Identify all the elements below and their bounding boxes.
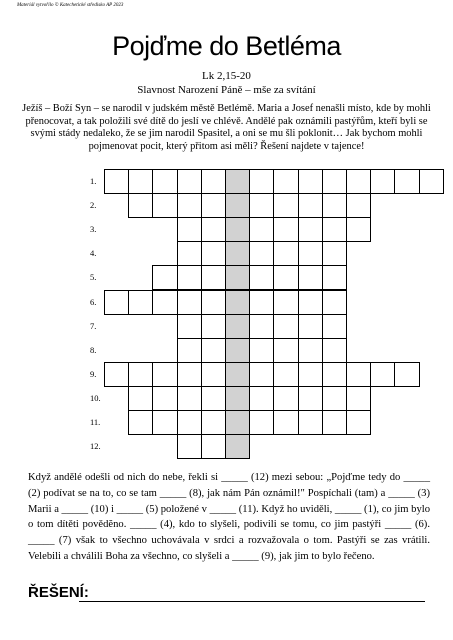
crossword-cell[interactable] [298,386,323,411]
crossword-cell[interactable] [177,386,202,411]
crossword-cell[interactable] [346,386,371,411]
solution-cell[interactable] [225,193,250,218]
row-number: 7. [90,320,97,331]
solution-cell[interactable] [225,241,250,266]
row-number: 9. [90,368,97,379]
solution-cell[interactable] [225,434,250,459]
crossword-cell[interactable] [177,410,202,435]
crossword-cell[interactable] [322,410,347,435]
crossword-cell[interactable] [201,290,226,315]
credit-line: Materiál vytvořilo © Katechetické středisko AP 2023 [17,3,124,8]
crossword-cell[interactable] [152,362,177,387]
solution-cell[interactable] [225,217,250,242]
row-number: 10. [90,392,101,403]
crossword-cell[interactable] [370,169,395,194]
crossword-cell[interactable] [273,362,298,387]
crossword-cell[interactable] [249,338,274,363]
occasion-subtitle: Slavnost Narození Páně – mše za svítání [137,84,316,96]
crossword-cell[interactable] [394,169,419,194]
crossword-cell[interactable] [152,193,177,218]
solution-line[interactable] [79,601,425,602]
solution-cell[interactable] [225,362,250,387]
crossword-cell[interactable] [322,265,347,290]
crossword-cell[interactable] [201,217,226,242]
crossword-cell[interactable] [249,169,274,194]
crossword-cell[interactable] [322,314,347,339]
crossword-cell[interactable] [322,241,347,266]
crossword-cell[interactable] [249,265,274,290]
crossword-cell[interactable] [273,290,298,315]
row-number: 1. [90,176,97,186]
crossword-cell[interactable] [201,386,226,411]
crossword-cell[interactable] [346,169,371,194]
crossword-cell[interactable] [249,386,274,411]
crossword-cell[interactable] [249,314,274,339]
crossword-cell[interactable] [249,217,274,242]
row-number: 3. [90,224,97,235]
crossword-cell[interactable] [104,362,129,387]
crossword-cell[interactable] [201,434,226,459]
crossword-cell[interactable] [346,217,371,242]
crossword-cell[interactable] [273,169,298,194]
crossword-cell[interactable] [322,362,347,387]
crossword-cell[interactable] [249,193,274,218]
crossword-cell[interactable] [177,362,202,387]
crossword-cell[interactable] [104,169,129,194]
crossword-cell[interactable] [128,193,153,218]
crossword-cell[interactable] [177,290,202,315]
crossword-cell[interactable] [298,169,323,194]
crossword-cell[interactable] [152,410,177,435]
crossword-cell[interactable] [273,265,298,290]
row-number: 5. [90,272,97,283]
row-number: 8. [90,344,97,355]
crossword-cell[interactable] [128,386,153,411]
crossword-cell[interactable] [201,265,226,290]
crossword-cell[interactable] [177,314,202,339]
solution-cell[interactable] [225,386,250,411]
crossword-cell[interactable] [322,169,347,194]
crossword-cell[interactable] [394,362,419,387]
crossword-cell[interactable] [298,193,323,218]
crossword-cell[interactable] [298,314,323,339]
intro-paragraph: Ježíš – Boží Syn – se narodil v judském městě Betlémě. Maria a Josef nenašli místo, kde by mohli přenocovat, a tak položili své dítě do jeslí ve chlévě. Andělé pak oznámili pastýřům, kteří byli se svými stády nedaleko, že se jim narodil Spasitel, a oni se mu šli poklonit… Jak bychom mohli pojmenovat pocit, který přitom asi měli? Řešení najdete v tajence! [22,103,431,152]
crossword-cell[interactable] [273,193,298,218]
solution-cell[interactable] [225,290,250,315]
row-number: 6. [90,296,97,307]
crossword-cell[interactable] [177,241,202,266]
crossword-cell[interactable] [201,314,226,339]
crossword-cell[interactable] [249,241,274,266]
crossword-cell[interactable] [128,169,153,194]
crossword-cell[interactable] [201,169,226,194]
crossword-cell[interactable] [128,410,153,435]
crossword-cell[interactable] [298,290,323,315]
crossword-cell[interactable] [298,241,323,266]
crossword-cell[interactable] [322,217,347,242]
crossword-cell[interactable] [419,169,444,194]
crossword-cell[interactable] [346,410,371,435]
solution-cell[interactable] [225,169,250,194]
crossword-cell[interactable] [177,193,202,218]
crossword-cell[interactable] [104,290,129,315]
crossword-cell[interactable] [152,169,177,194]
solution-cell[interactable] [225,410,250,435]
page-title: Pojďme do Betléma [112,31,341,61]
crossword-cell[interactable] [298,410,323,435]
solution-label: ŘEŠENÍ: [28,584,89,601]
crossword-cell[interactable] [177,169,202,194]
crossword-cell[interactable] [152,386,177,411]
crossword-cell[interactable] [346,362,371,387]
crossword-cell[interactable] [273,338,298,363]
crossword-cell[interactable] [152,265,177,290]
crossword-cell[interactable] [249,290,274,315]
crossword-cell[interactable] [201,241,226,266]
row-number: 12. [90,441,101,452]
crossword-cell[interactable] [273,410,298,435]
crossword-cell[interactable] [152,290,177,315]
crossword-cell[interactable] [322,386,347,411]
crossword-cell[interactable] [201,193,226,218]
crossword-cell[interactable] [273,241,298,266]
crossword-cell[interactable] [273,386,298,411]
crossword-cell[interactable] [370,362,395,387]
crossword-cell[interactable] [249,410,274,435]
solution-cell[interactable] [225,314,250,339]
crossword-cell[interactable] [128,290,153,315]
crossword-cell[interactable] [322,338,347,363]
row-number: 11. [90,417,101,427]
crossword-cell[interactable] [177,265,202,290]
solution-cell[interactable] [225,265,250,290]
crossword-cell[interactable] [201,410,226,435]
crossword-cell[interactable] [177,338,202,363]
crossword-cell[interactable] [322,290,347,315]
crossword-cell[interactable] [201,338,226,363]
crossword-cell[interactable] [322,193,347,218]
solution-cell[interactable] [225,338,250,363]
row-number: 4. [90,248,97,259]
crossword-cell[interactable] [346,193,371,218]
crossword-cell[interactable] [177,434,202,459]
crossword-cell[interactable] [298,217,323,242]
row-number: 2. [90,200,97,211]
crossword-cell[interactable] [177,217,202,242]
crossword-cell[interactable] [128,362,153,387]
bible-reference: Lk 2,15-20 [202,70,251,82]
story-text: Když andělé odešli od nich do nebe, řekli si _____ (12) mezi sebou: „Pojďme tedy do _____ (2) podívat se na to, co se tam _____ (8), jak nám Pán oznámil!" Pospíchali (tam) a _____ (3) Marii a _____ (10) i _____ (5) položené v _____ (11). Když ho uviděli, _____ (1), co jim bylo o tom dítěti povědĕno. _____ (4), kdo to slyšeli, podivili se tomu, co jim pastýři _____ (6). _____ (7) však to všechno uchovávala v srdci a rozvažovala o tom. Pastýři se zas vrátili. Velebili a chválili Boha za všechno, co slyšeli a _____ (9), jak jim to bylo řečeno. [28,472,430,562]
crossword-cell[interactable] [298,362,323,387]
crossword-cell[interactable] [201,362,226,387]
crossword-cell[interactable] [298,265,323,290]
crossword-cell[interactable] [249,362,274,387]
crossword-cell[interactable] [273,314,298,339]
crossword-cell[interactable] [298,338,323,363]
crossword-cell[interactable] [273,217,298,242]
